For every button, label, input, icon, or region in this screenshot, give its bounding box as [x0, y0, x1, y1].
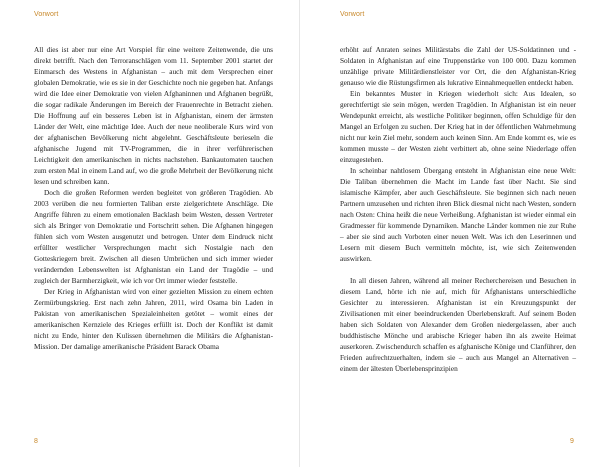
left-paragraph-1: All dies ist aber nur eine Art Vorspiel für eine weitere Zeitenwende, die uns direkt betrifft. Nach den Terroranschlägen vom 11. September 2001 startet der Einmarsch des Westens in Afghanistan – auch mit dem Versprechen einer globalen Demokratie, wie es sie in der Geschichte noch nie gegeben hat. Anfangs wird die Idee einer Demokratie von vielen Afghaninnen und Afghanen begrüßt, die sogar radikale Änderungen im Bereich der Frauenrechte in Betracht ziehen. Die Hoffnung auf ein besseres Leben ist in Afghanistan, einem der ärmsten Länder der Welt, eine mächtige Idee. Auch der neue neoliberale Kurs wird von der afghanischen Bevölkerung nicht abgelehnt. Geschäftsleute berieseln die afghanische Jugend mit TV-Programmen, die in ihrer verführerischen Leichtigkeit den amerikanischen in nichts nachstehen. Bankautomaten tauchen zum ersten Mal in einem Land auf, wo die große Mehrheit der Bevölkerung nicht lesen und schreiben kann. [34, 45, 273, 186]
right-body-text [340, 44, 576, 374]
running-head-right: Vorwort [340, 11, 365, 18]
right-paragraph-2: Ein bekanntes Muster in Kriegen wiederholt sich: Aus Idealen, so gerechtfertigt sie sein mögen, werden Tragödien. In Afghanistan ist ein neuer Wendepunkt erreicht, als westliche Politiker beginnen, offen Schuldige für den Mangel an Erfolgen zu suchen. Der Krieg hat in der öffentlichen Wahrnehmung nicht nur kein Ziel mehr, sondern auch keinen Sinn. Am Ende kommt es, wie es kommen musste – der Westen zieht verbittert ab, ohne seine Niederlage offen einzugestehen. [340, 89, 576, 164]
right-page [300, 0, 600, 467]
right-paragraph-3: In scheinbar nahtlosem Übergang entsteht in Afghanistan eine neue Welt: Die Taliban übernehmen die Macht im Lande fast über Nacht. Sie sind islamische Kämpfer, aber auch Geschäftsleute. Sie beginnen sich nach neuen Partnern umzusehen und richten ihren Blick diesmal nicht nach Westen, sondern nach Osten: China heißt die neue Verheißung. Afghanistan ist wieder einmal ein Gradmesser für kommende Dynamiken. Manche Länder kommen nie zur Ruhe – aber sie sind auch Vorboten einer neuen Welt. Was ich den Leserinnen und Lesern mit diesem Buch vermitteln möchte, ist, wie sich Zeitenwenden auswirken. [340, 166, 576, 263]
left-paragraph-2: Doch die großen Reformen werden begleitet von größeren Tragödien. Ab 2003 verüben die neu formierten Taliban erste zielgerichtete Anschläge. Die Angriffe führen zu einem emotionalen Backlash beim Westen, dessen Vertreter sich als Bringer von Demokratie und Fortschritt sehen. Die Afghanen hingegen fühlen sich vom Westen ausgenutzt und betrogen. Unter dem Eindruck nicht erfüllter westlicher Versprechungen macht sich Nostalgie nach den Gotteskriegern breit. Zwischen all diesen Umbrüchen und sich immer wieder verändernden Lebenswelten ist Afghanistan ein Land der Tragödie – und zugleich der Barmherzigkeit, wie ich vor Ort immer wieder feststelle. [34, 188, 273, 285]
page-number-right: 9 [570, 438, 574, 445]
left-paragraph-3: Der Krieg in Afghanistan wird von einer gezielten Mission zu einem echten Zermürbungskrieg. Erst nach zehn Jahren, 2011, wird Osama bin Laden in Pakistan von amerikanischen Spezialeinheiten getötet – womit eines der amerikanischen Kernziele des Krieges erfüllt ist. Doch der Konflikt ist damit nicht zu Ende, hinter den Kulissen übernehmen die Militärs die Afghanistan-Mission. Der damalige amerikanische Präsident Barack Obama [34, 287, 273, 351]
right-paragraph-4: In all diesen Jahren, während all meiner Recherchereisen und Besuchen in diesem Land, hörte ich nie auf, mich für Afghanistans unterschiedliche Gesichter zu interessieren. Afghanistan ist ein Kreuzungspunkt der Zivilisationen mit einer beeindruckenden Überlebenskraft. Auf seinem Boden haben sich Soldaten von Alexander dem Großen niedergelassen, aber auch buddhistische Mönche und arabische Krieger haben ihn als zweite Heimat auserkoren. Zwischendurch schaffen es afghanische Könige und Clanführer, den Frieden aufrechtzuerhalten, indem sie – auch aus Mangel an Alternativen – einem der ältesten Überlebensprinzipien [340, 276, 576, 373]
page-number-left: 8 [34, 438, 38, 445]
right-paragraph-1: erhöht auf Anraten seines Militärstabs die Zahl der US-Soldatinnen und -Soldaten in Afghanistan auf eine Truppenstärke von 100 000. Dazu kommen unzählige private Militärdienstleister vor Ort, die den Afghanistan-Krieg genauso wie die Rüstungsfirmen als lukrative Einnahmequellen entdeckt haben. [340, 45, 576, 87]
left-body-text [34, 44, 273, 352]
running-head-left: Vorwort [34, 11, 59, 18]
